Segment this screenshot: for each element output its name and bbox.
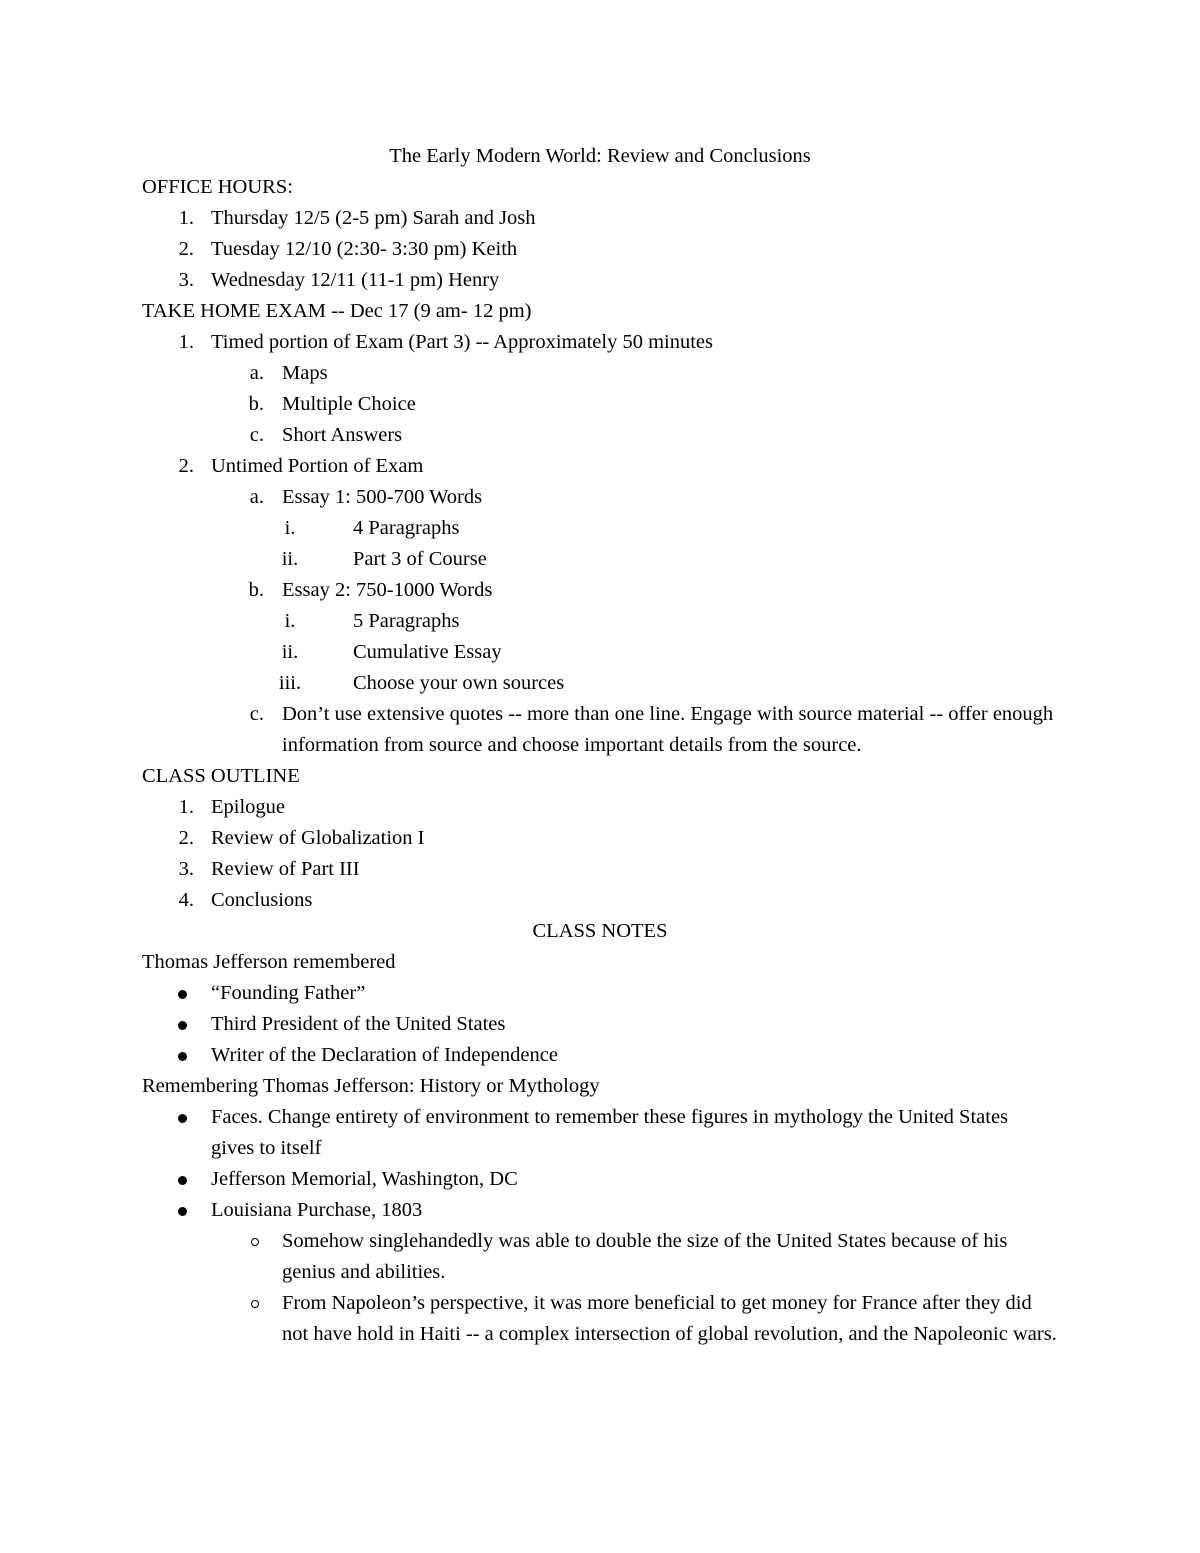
bullet-icon (178, 1021, 187, 1030)
document-title: The Early Modern World: Review and Conclusions (389, 145, 811, 167)
list-number: 2. (178, 238, 194, 260)
essay-2-item (142, 575, 1067, 606)
remembering-bullet-item (142, 1195, 1067, 1226)
outline-item (142, 792, 1067, 823)
essay-2-subitem-text: Choose your own sources (353, 672, 565, 694)
essay-2-subitem (142, 606, 1067, 637)
class-outline-heading: CLASS OUTLINE (142, 765, 300, 787)
jefferson-bullet-text: Third President of the United States (211, 1013, 506, 1035)
jefferson-bullet-item (142, 1040, 1067, 1071)
office-hours-text: Thursday 12/5 (2-5 pm) Sarah and Josh (211, 207, 536, 229)
louisiana-subbullet-item (142, 1288, 1067, 1350)
office-hours-item (142, 203, 1067, 234)
outline-item (142, 823, 1067, 854)
bullet-icon (178, 1207, 187, 1216)
jefferson-bullet-text: “Founding Father” (211, 982, 366, 1004)
essay-1-subitem-text: Part 3 of Course (353, 548, 487, 570)
jefferson-heading: Thomas Jefferson remembered (142, 951, 396, 973)
essay-1-subitem-text: 4 Paragraphs (353, 517, 460, 539)
exam-timed-subitem-text: Short Answers (282, 424, 403, 446)
jefferson-bullet-item (142, 1009, 1067, 1040)
list-number: 4. (178, 889, 194, 911)
remembering-heading: Remembering Thomas Jefferson: History or Mythology (142, 1075, 600, 1097)
exam-heading: TAKE HOME EXAM -- Dec 17 (9 am- 12 pm) (142, 300, 532, 322)
list-letter: c. (249, 703, 264, 725)
outline-item (142, 885, 1067, 916)
list-roman: i. (284, 610, 296, 632)
list-number: 1. (178, 331, 194, 353)
list-letter: a. (249, 362, 264, 384)
exam-timed-subitem (142, 358, 1067, 389)
list-number: 2. (178, 455, 194, 477)
list-number: 1. (178, 207, 194, 229)
hollow-bullet-icon (251, 1238, 259, 1246)
hollow-bullet-icon (251, 1300, 259, 1308)
essay-2-subitem-text: Cumulative Essay (353, 641, 502, 663)
louisiana-subbullet-text: From Napoleon’s perspective, it was more beneficial to get money for France after they did not have hold in Haiti -- a complex intersection of global revolution, and the Napoleonic wars. (282, 1292, 1057, 1345)
quotes-note-text: Don’t use extensive quotes -- more than one line. Engage with source material -- offer enough information from source and choose important details from the source. (282, 703, 1054, 756)
exam-timed-subitem (142, 420, 1067, 451)
office-hours-text: Wednesday 12/11 (11-1 pm) Henry (211, 269, 500, 291)
exam-untimed-text: Untimed Portion of Exam (211, 455, 424, 477)
louisiana-subbullet-text: Somehow singlehandedly was able to double the size of the United States because of his genius and abilities. (282, 1230, 1008, 1283)
remembering-bullet-text: Jefferson Memorial, Washington, DC (211, 1168, 518, 1190)
jefferson-bullet-item (142, 978, 1067, 1009)
class-notes-heading: CLASS NOTES (532, 920, 668, 942)
list-number: 3. (178, 269, 194, 291)
bullet-icon (178, 1052, 187, 1061)
outline-text: Review of Globalization I (211, 827, 425, 849)
list-letter: a. (249, 486, 264, 508)
essay-1-item (142, 482, 1067, 513)
essay-2-text: Essay 2: 750-1000 Words (282, 579, 493, 601)
office-hours-item (142, 234, 1067, 265)
essay-1-subitem (142, 513, 1067, 544)
bullet-icon (178, 990, 187, 999)
outline-text: Epilogue (211, 796, 286, 818)
outline-text: Review of Part III (211, 858, 360, 880)
list-letter: c. (249, 424, 264, 446)
essay-2-subitem (142, 637, 1067, 668)
exam-timed-subitem (142, 389, 1067, 420)
jefferson-bullet-text: Writer of the Declaration of Independence (211, 1044, 558, 1066)
outline-text: Conclusions (211, 889, 313, 911)
exam-timed-subitem-text: Multiple Choice (282, 393, 416, 415)
exam-untimed-item (142, 451, 1067, 482)
remembering-bullet-item (142, 1102, 1067, 1164)
list-number: 3. (178, 858, 194, 880)
list-roman: iii. (278, 672, 302, 694)
essay-2-subitem-text: 5 Paragraphs (353, 610, 460, 632)
essay-2-subitem (142, 668, 1067, 699)
essay-1-subitem (142, 544, 1067, 575)
louisiana-subbullet-item (142, 1226, 1067, 1288)
list-roman: i. (284, 517, 296, 539)
remembering-bullet-text: Louisiana Purchase, 1803 (211, 1199, 423, 1221)
office-hours-item (142, 265, 1067, 296)
office-hours-heading: OFFICE HOURS: (142, 176, 293, 198)
exam-timed-item (142, 327, 1067, 358)
quotes-note-item (142, 699, 1067, 761)
list-roman: ii. (281, 641, 299, 663)
essay-1-text: Essay 1: 500-700 Words (282, 486, 483, 508)
exam-timed-subitem-text: Maps (282, 362, 328, 384)
list-letter: b. (248, 393, 264, 415)
list-roman: ii. (281, 548, 299, 570)
bullet-icon (178, 1114, 187, 1123)
office-hours-text: Tuesday 12/10 (2:30- 3:30 pm) Keith (211, 238, 518, 260)
list-number: 1. (178, 796, 194, 818)
list-letter: b. (248, 579, 264, 601)
list-number: 2. (178, 827, 194, 849)
remembering-bullet-text: Faces. Change entirety of environment to remember these figures in mythology the United States gives to itself (211, 1106, 1009, 1159)
document-body (142, 141, 1067, 1350)
bullet-icon (178, 1176, 187, 1185)
remembering-bullet-item (142, 1164, 1067, 1195)
outline-item (142, 854, 1067, 885)
exam-timed-text: Timed portion of Exam (Part 3) -- Approximately 50 minutes (211, 331, 713, 353)
